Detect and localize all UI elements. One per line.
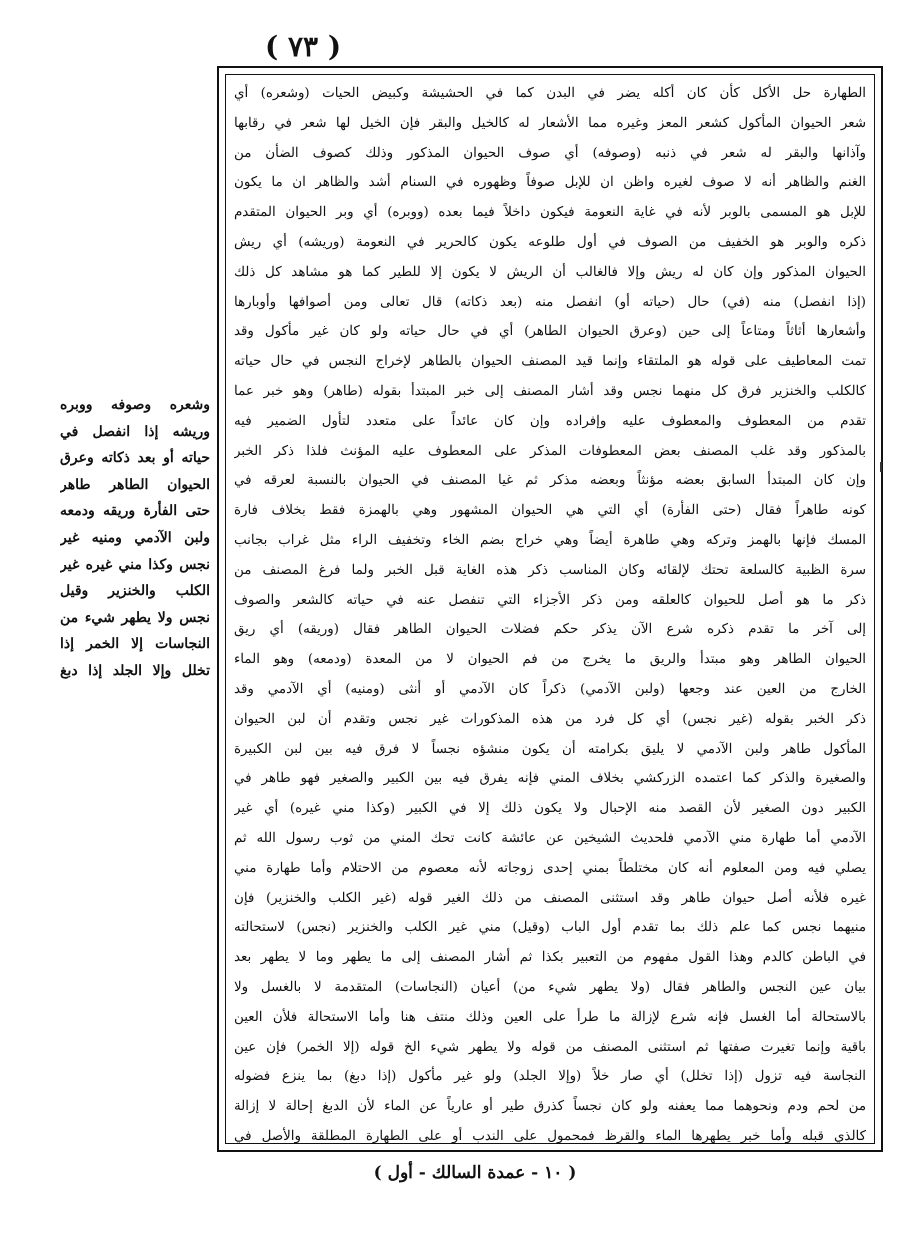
commentary-text-block [225, 74, 875, 1144]
commentary-line: سرة الظبية كالسلعة تحتك لإلقائه وكان المناسب ذكر هذه الغاية قبل الخبر ولما فرغ المصنف من [234, 562, 866, 578]
margin-mark [880, 462, 882, 472]
commentary-line: وإن كان المبتدأ السابق بعضه مؤنثاً وبعضه مذكر ثم غيا المصنف في الحيوان بالنسبة لعرقه في [234, 473, 866, 489]
commentary-line: النجاسة فيه تزول (إذا تخلل) أي صار خلاً (وإلا الجلد) ولو غير مأكول (إذا دبغ) بما ينزع فضوله [234, 1069, 866, 1085]
commentary-line: تقدم من المعطوف والمعطوف عليه وإفراده وإن كان عائداً على متعدد لتأول الضمير فيه [234, 413, 866, 429]
matn-line: نجس ولا يطهر شيء من [60, 609, 210, 626]
commentary-line: والصغيرة والذكر كما اعتمده الزركشي بخلاف المني فإنه يفرق فيه بين الكبير والصغير فهو طاهر في [234, 771, 866, 787]
matn-line: ولبن الآدمي ومنيه غير [60, 529, 210, 546]
matn-line: الحيوان الطاهر طاهر [60, 476, 210, 493]
commentary-line: (إذا انفصل) منه (في) حال (حياته أو) انفصل منه (بعد ذكاته) قال تعالى ومن أصوافها وأوبارها [234, 294, 866, 310]
matn-line: حتى الفأرة وريقه ودمعه [60, 503, 210, 520]
commentary-line: الآدمي أما طهارة مني الآدمي فلحديث الشيخين عن عائشة كانت تحك المني من ثوب رسول الله ثم [234, 830, 866, 846]
commentary-frame [217, 66, 883, 1152]
commentary-line: الطهارة حل الأكل كأن كان أكله يضر في البدن كما في الحشيشة وكبيض الحيات (وشعره) أي [234, 86, 866, 101]
commentary-line: المأكول طاهر ولبن الآدمي لا يليق بكرامته أن يكون منشؤه نجساً لا فرق فيه بين لبن الكبيرة [234, 741, 866, 757]
commentary-line: كالذي قبله وأما خبر يطهرها الماء والقرظ فمحمول على الندب أو على الطهارة المطلقة والأصل في [234, 1128, 866, 1144]
commentary-line: ذكر ما هو أصل للحيوان كالعلقه ومن ذكر الأجزاء التي تنفصل عنه في حياته كالشعر والصوف [234, 592, 866, 608]
page-number: ( ٧٣ ) [265, 30, 342, 63]
matn-side-column [60, 392, 210, 685]
commentary-line: الخارج من العين عند وجعها (ولبن الآدمي) ذكراً كان الآدمي أو أنثى (ومنيه) أي الآدمي وقد [234, 681, 866, 697]
commentary-line: الحيوان المذكور وإن كان له ريش وإلا فالغالب أن الريش لا يكون إلا للطير كما هو مشاهد كل ذلك [234, 264, 866, 280]
commentary-line: ذكره والوبر هو الخفيف من الصوف في أول طلوعه يكون كالحرير في النعومة (وريشه) أي ريش [234, 234, 866, 250]
commentary-line: كونه طاهراً فقال (حتى الفأرة) أي التي هي الحيوان المشهور وهي بالهمزة فقط بخلاف فارة [234, 503, 866, 519]
commentary-line: من لحم ودم ونحوهما مما يعفنه ولو كان نجساً كذرق طير أو عارياً عن الماء لأن الدبغ إحالة لا إزالة [234, 1099, 866, 1115]
commentary-line: وأشعارها أثاثاً ومتاعاً إلى حين (وعرق الحيوان الطاهر) أي في حال حياته ولو كان غير مأكول وقد [234, 324, 866, 340]
matn-line: نجس وكذا مني غيره غير [60, 556, 210, 573]
matn-line: وريشه إذا انفصل في [60, 423, 210, 440]
commentary-line: كالكلب والخنزير فرق كل منهما نجس وقد أشار المصنف إلى خبر المبتدأ بقوله (طاهر) وهو خبر عما [234, 383, 866, 399]
commentary-line: منيهما نجس كما علم ذلك بما تقدم أول الباب (وقيل) مني غير الكلب والخنزير (نجس) لاستحالته [234, 920, 866, 936]
commentary-line: بيان عين النجس والطاهر فقال (ولا يطهر شيء من) أعيان (النجاسات) المتقدمة لا بالغسل ولا [234, 979, 866, 995]
commentary-line: ذكر الخبر بقوله (غير نجس) أي كل فرد من هذه المذكورات غير نجس وتقدم أن لبن الحيوان [234, 711, 866, 727]
matn-line: وشعره وصوفه ووبره [60, 397, 210, 413]
commentary-line: الحيوان الطاهر وهو مبتدأ والريق ما يخرج من فم الحيوان لا من المعدة (ودمعه) وهو الماء [234, 652, 866, 668]
matn-line: النجاسات إلا الخمر إذا [60, 636, 210, 653]
commentary-line: وآذانها والبقر له شعر في ذنبه (وصوفه) أي صوف الحيوان المذكور وذلك كصوف الضأن من [234, 145, 866, 161]
commentary-line: للإبل هو المسمى بالوبر لأنه في غاية النعومة فيكون داخلاً فيما بعده (ووبره) أي وبر الحيوان المتقدم [234, 205, 866, 221]
commentary-line: الغنم والظاهر أنه لا صوف لغيره واظن ان للإبل صوفاً وظهوره في السنام أشد والظاهر ان ما يكون [234, 175, 866, 191]
commentary-line: شعر الحيوان المأكول كشعر المعز وغيره مما الأشعار له كالخيل والبقر فإن الخيل لها شعر في رقابها [234, 115, 866, 131]
footer-signature: ( ١٠ - عمدة السالك - أول ) [373, 1163, 577, 1183]
commentary-line: في الباطن كالدم وهذا القول مفهوم من التعبير بكذا ثم أشار المصنف إلى ما يطهر وما لا يطهر بعد [234, 950, 866, 966]
matn-line: الكلب والخنزير وقيل [60, 583, 210, 600]
commentary-line: بالاستحالة أما الغسل فإنه شرع لإزالة ما طرأ على العين وذلك منتف هنا وأما الاستحالة فلأن العين [234, 1009, 866, 1025]
commentary-line: غيره فلأنه أصل حيوان طاهر وقد استثنى المصنف من ذلك الغير قوله (غير الكلب والخنزير) فإن [234, 890, 866, 906]
commentary-line: باقية وإنما تغيرت صفتها ثم استثنى المصنف من قوله ولا يطهر شيء الخ قوله (إلا الخمر) فإن عين [234, 1039, 866, 1055]
commentary-line: المسك فإنها بالهمز وتركه وهي طاهرة أيضاً وهي خراج بضم الخاء وتخفيف الراء مثل غراب بجانب [234, 532, 866, 548]
matn-line: حياته أو بعد ذكاته وعرق [60, 450, 210, 467]
commentary-line: إلى آخر ما تقدم ذكره شرع الآن يذكر حكم فضلات الحيوان الطاهر فقال (وريقه) أي ريق [234, 622, 866, 638]
matn-line: تخلل وإلا الجلد إذا دبغ [60, 662, 210, 679]
commentary-line: يصلي فيه ومن المعلوم أنه كان مختلطاً بمني إحدى زوجاته لأنه معصوم من الاحتلام وأما طهارة مني [234, 860, 866, 876]
commentary-line: الكبير دون الصغير لأن القصد منه الإحبال ولا يكون ذلك إلا في الكبير (وكذا مني غيره) أي غير [234, 801, 866, 817]
commentary-line: بالمذكور وقد غلب المصنف بعض المعطوفات المذكر على المعطوف عليه المؤنث فلذا ذكر الخبر [234, 443, 866, 459]
commentary-line: تمت المعاطيف على قوله هو الملتقاء وإنما قيد المصنف الحيوان بالطاهر لإخراج النجس في حال حياته [234, 354, 866, 370]
